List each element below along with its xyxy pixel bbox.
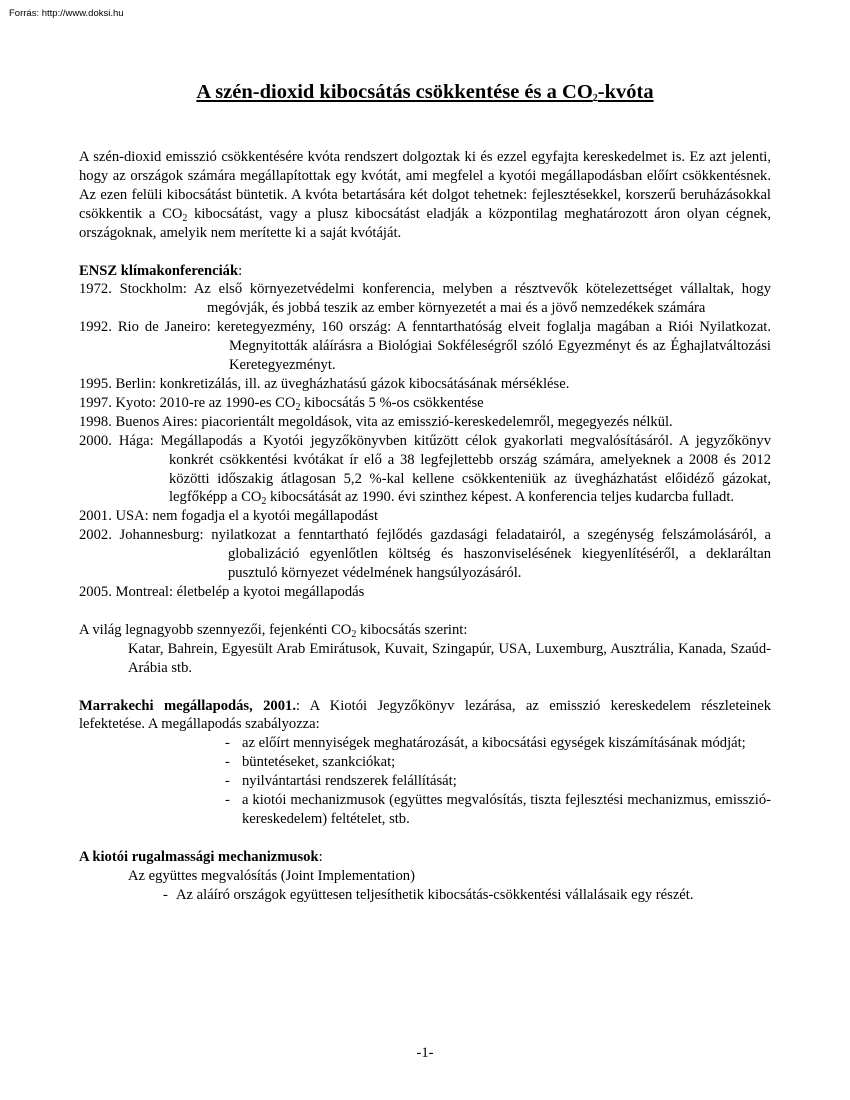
flex-section <box>79 848 771 905</box>
conference-2001: 2001. USA: nem fogadja el a kyotói megállapodást <box>79 508 379 525</box>
flex-heading-line: A kiotói rugalmassági mechanizmusok: <box>79 848 323 865</box>
conference-2002: 2002. Johannesburg: nyilatkozat a fenntartható fejlődés gazdasági feladatairól, a szegénység felszámolásáról, a globalizáció egyenlőtlen költség és haszonviselésének kiegyenlítéséről, a deklaráltan pusztuló környezet védelmének hangsúlyozásáról. <box>79 527 771 582</box>
polluters-intro: A világ legnagyobb szennyezői, fejenkénti $CO_2$ kibocsátás szerint: <box>79 621 468 640</box>
ensz-heading: ENSZ klímakonferenciák <box>79 262 239 279</box>
conference-1997: 1997. Kyoto: 2010-re az 1990-es $CO_2$ kibocsátás 5 %-os csökkentése <box>79 394 484 413</box>
list-item: - nyilvántartási rendszerek felállítását; <box>225 773 457 790</box>
source-note: Forrás: http://www.doksi.hu <box>9 8 124 19</box>
marrakech-list <box>79 734 771 829</box>
conference-2005: 2005. Montreal: életbelép a kyotoi megállapodás <box>79 583 365 600</box>
polluters-list: Katar, Bahrein, Egyesült Arab Emirátusok, Kuvait, Szingapúr, USA, Luxemburg, Ausztrália, Kanada, Szaúd-Arábia stb. <box>128 640 771 676</box>
intro-paragraph: A szén-dioxid emisszió csökkentésére kvóta rendszert dolgoztak ki és ezzel egyfajta kereskedelmet is. Ez azt jelenti, hogy az országok számára megállapítottak egy kvótát, ami megfelel a kyotói megállapodásban előírt csökkentésnek. Az ezen felüli kibocsátást büntetik. A kvóta betartására két dolgot tehetnek: fejlesztésekkel, korszerű beruházásokkal csökkentik a $CO_2$ kibocsátást, vagy a plusz kibocsátást eladják a központilag meghatározott áron olyan cégnek, országoknak, amelyik nem merítette ki a saját kvótáját. <box>79 149 771 241</box>
joint-implementation-heading: Az együttes megvalósítás (Joint Implementation) <box>128 867 415 884</box>
conference-1995: 1995. Berlin: konkretizálás, ill. az üvegházhatású gázok kibocsátásának mérséklése. <box>79 375 570 392</box>
list-item: - az előírt mennyiségek meghatározását, a kibocsátási egységek kiszámításának módját; <box>225 735 746 752</box>
conference-1972: 1972. Stockholm: Az első környezetvédelmi konferencia, melyben a résztvevők kötelezettséget vállaltak, hogy megóvják, és jobbá teszik az ember környezetét a mai és a jövő nemzedékek számára <box>79 281 771 317</box>
list-item: - Az aláíró országok együttesen teljesíthetik kibocsátás-csökkentési vállalásaik egy részét. <box>163 886 694 903</box>
flex-heading: A kiotói rugalmassági mechanizmusok <box>79 848 319 865</box>
conference-1998: 1998. Buenos Aires: piacorientált megoldások, vita az emisszió-kereskedelemről, megegyezés nélkül. <box>79 413 673 430</box>
ensz-section <box>79 262 771 602</box>
conference-2000: 2000. Hága: Megállapodás a Kyotói jegyzőkönyvben kitűzött célok gyakorlati megvalósításáról. A jegyzőkönyv konkrét csökkentési kvótákat ír elő a 38 legfejlettebb ország számára, amelyeknek a 2008 és 2012 közötti időszakig átlagosan 5,2 %-kal kellene csökkenteniük az üvegházhatást előidéző gázokat, legfőképp a $CO_2$ kibocsátását az 1990. évi szinthez képest. A konferencia teljes kudarcba fulladt. <box>79 432 771 508</box>
marrakech-paragraph: Marrakechi megállapodás, 2001.: A Kiotói Jegyzőkönyv lezárása, az emisszió kereskedelem részleteinek lefektetése. A megállapodás szabályozza: <box>79 697 771 733</box>
page-title: A szén-dioxid kibocsátás csökkentése és a $CO_2$-kvóta <box>196 81 654 104</box>
conference-1992: 1992. Rio de Janeiro: keretegyezmény, 160 ország: A fenntarthatóság elveit foglalja magában a Riói Nyilatkozat. Megnyitották aláírásra a Biológiai Sokféleségről szóló Egyezményt és az Éghajlatváltozási Keretegyezményt. <box>79 319 771 374</box>
list-item: - a kiotói mechanizmusok (együttes megvalósítás, tiszta fejlesztési mechanizmus, emisszió-kereskedelem) feltételet, stb. <box>225 792 771 827</box>
list-item: - büntetéseket, szankciókat; <box>225 754 396 771</box>
document-body <box>79 79 771 905</box>
ensz-heading-line: ENSZ klímakonferenciák: <box>79 262 243 279</box>
marrakech-heading: Marrakechi megállapodás, 2001. <box>79 697 296 714</box>
page-number: -1- <box>416 1045 434 1061</box>
marrakech-section <box>79 697 771 829</box>
polluters-section <box>79 621 771 678</box>
